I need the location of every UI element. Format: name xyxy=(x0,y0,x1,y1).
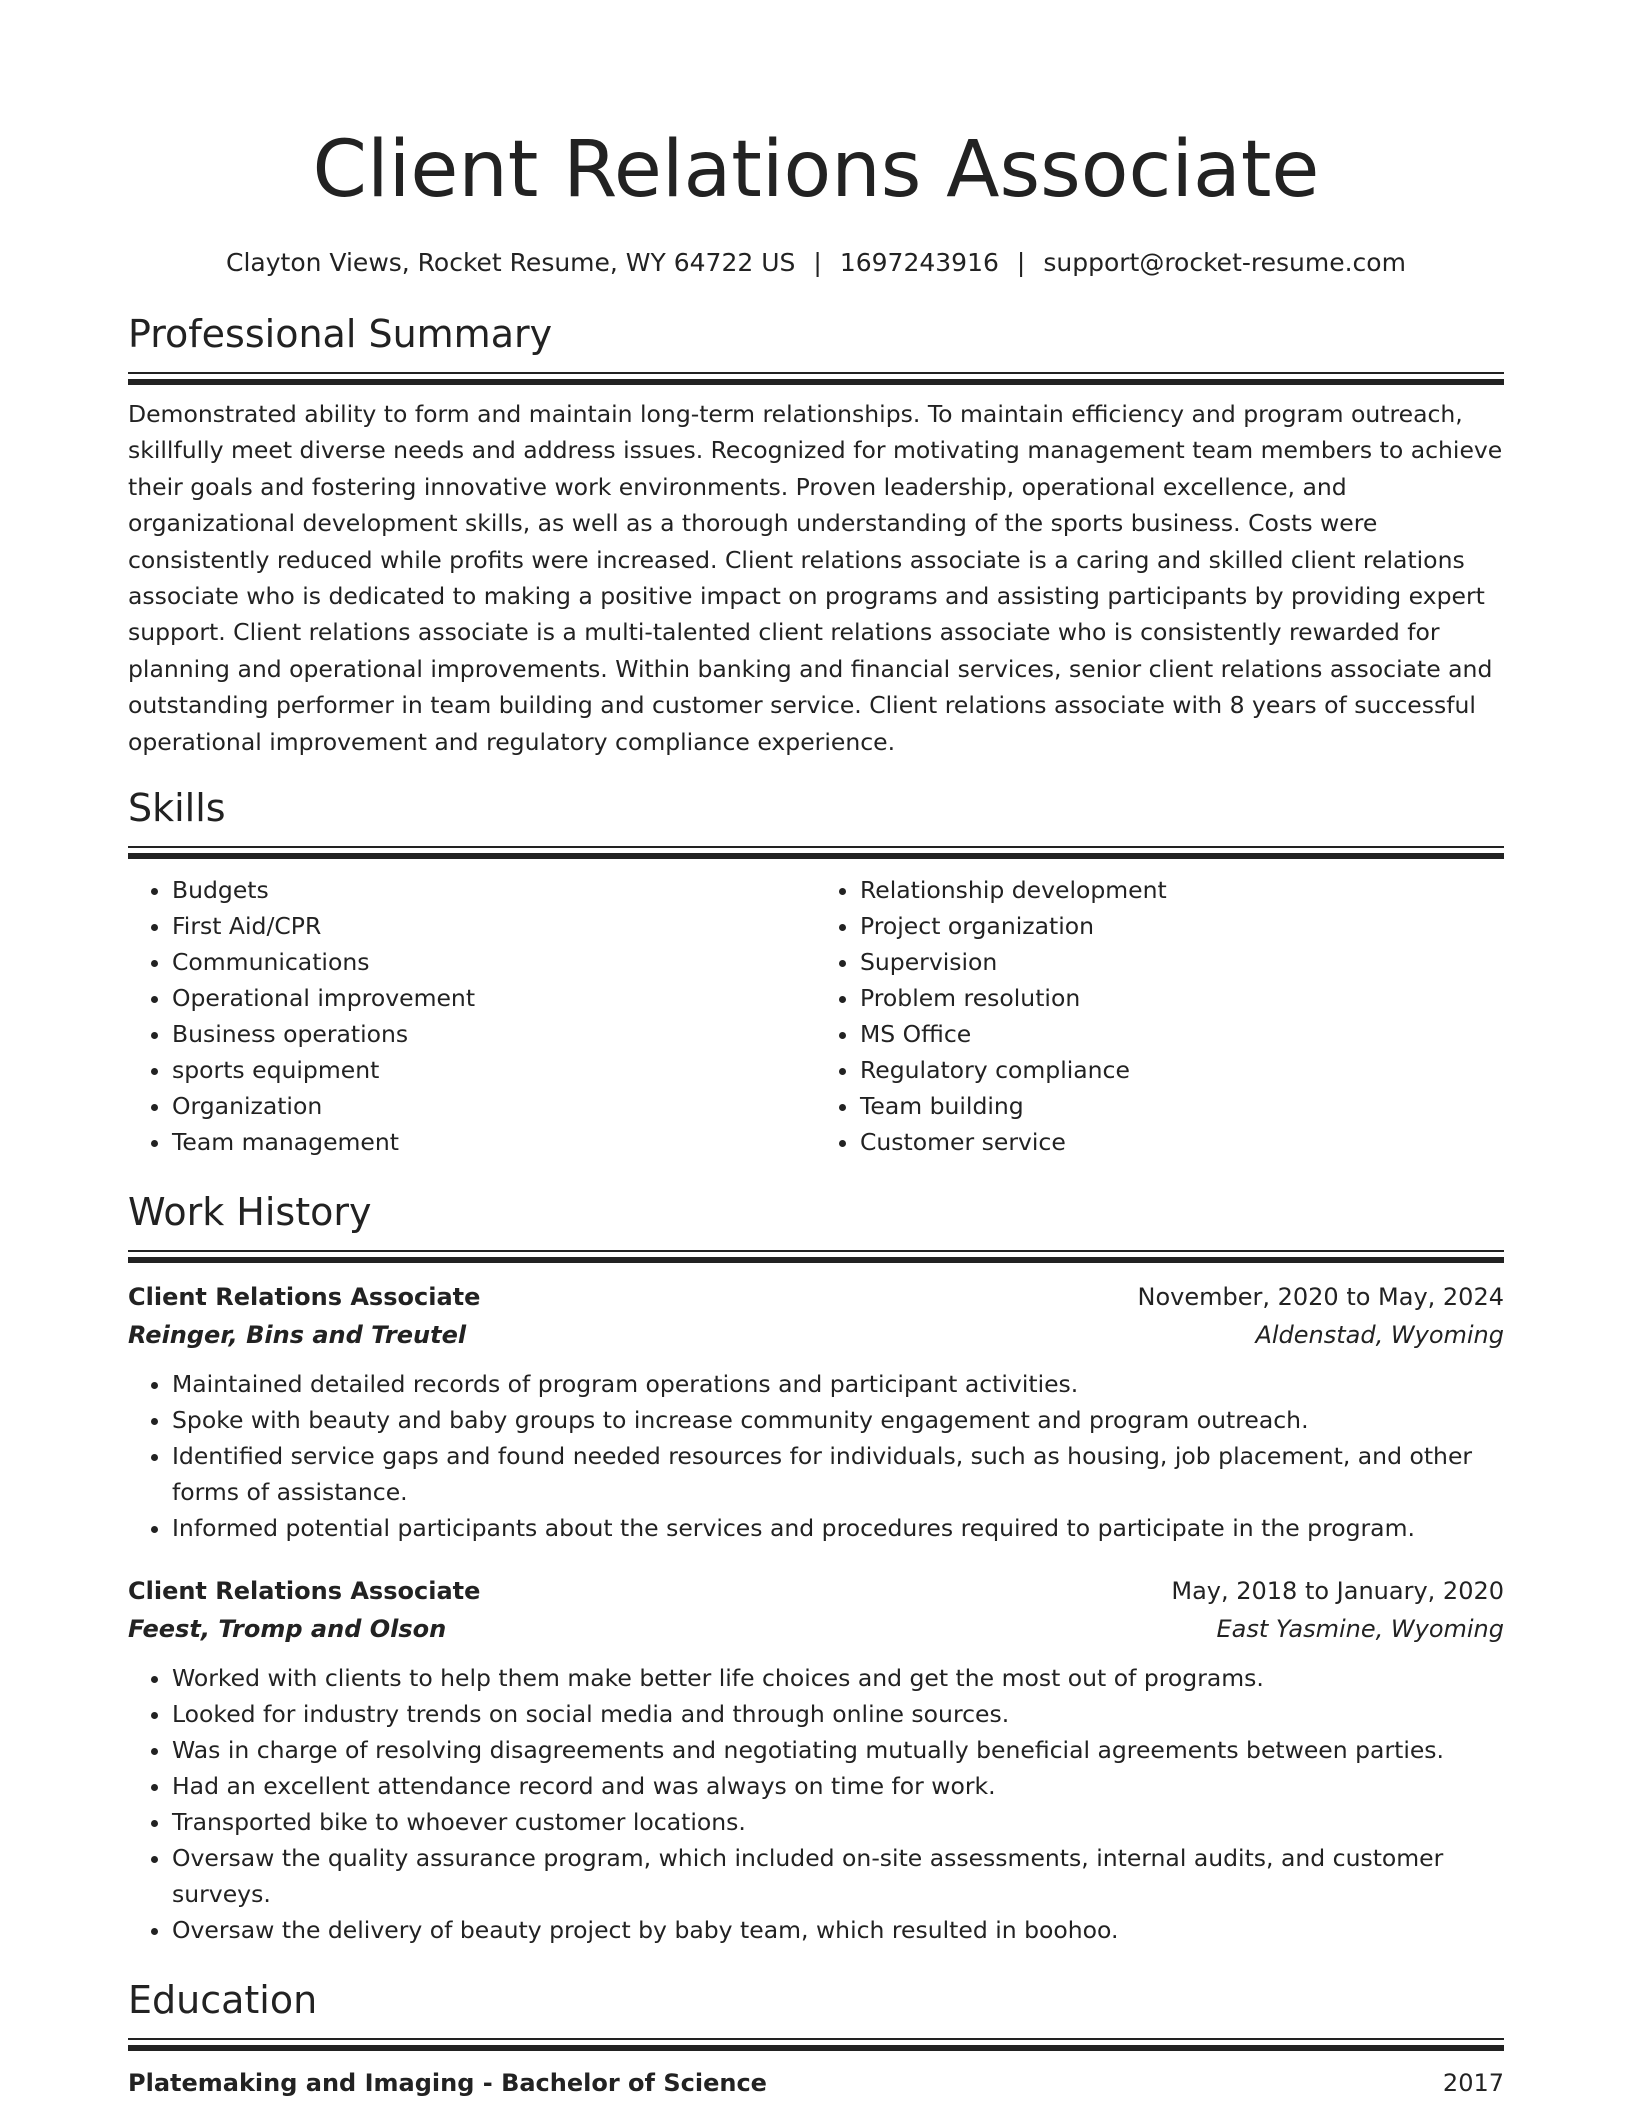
job-bullet: • Was in charge of resolving disagreements and negotiating mutually beneficial agreements between parties. xyxy=(172,1732,1504,1768)
job-bullet: • Looked for industry trends on social media and through online sources. xyxy=(172,1696,1504,1732)
work-heading: Work History xyxy=(128,1190,372,1235)
skill-item: • Business operations xyxy=(172,1016,816,1052)
job-dates: November, 2020 to May, 2024 xyxy=(1137,1283,1504,1312)
job-bullet: • Had an excellent attendance record and was always on time for work. xyxy=(172,1768,1504,1804)
job-bullets xyxy=(128,1660,1504,1948)
job-bullets xyxy=(128,1366,1504,1546)
education-section xyxy=(128,1976,1504,2102)
skills-heading: Skills xyxy=(128,786,226,831)
education-entry xyxy=(128,2064,1504,2102)
skill-item: • Project organization xyxy=(860,908,1504,944)
job-bullet: • Transported bike to whoever customer locations. xyxy=(172,1804,1504,1840)
section-divider xyxy=(128,1250,1504,1264)
skill-item: • Communications xyxy=(172,944,816,980)
job-bullet: • Oversaw the delivery of beauty project by baby team, which resulted in boohoo. xyxy=(172,1912,1504,1948)
job-entry xyxy=(128,1278,1504,1546)
job-company: Reinger, Bins and Treutel xyxy=(128,1321,467,1350)
section-divider xyxy=(128,2038,1504,2052)
education-degree: Platemaking and Imaging - Bachelor of Science xyxy=(128,2069,767,2098)
summary-section xyxy=(128,310,1504,760)
resume-title: Client Relations Associate xyxy=(312,125,1320,215)
skill-item: • Customer service xyxy=(860,1124,1504,1160)
skill-item: • MS Office xyxy=(860,1016,1504,1052)
job-subheader xyxy=(128,1610,1504,1648)
job-subheader xyxy=(128,1316,1504,1354)
summary-heading: Professional Summary xyxy=(128,312,553,356)
job-company: Feest, Tromp and Olson xyxy=(128,1615,447,1644)
contact-separator: | xyxy=(813,248,822,277)
education-year: 2017 xyxy=(1442,2069,1504,2098)
skill-item: • Operational improvement xyxy=(172,980,816,1016)
job-entry xyxy=(128,1572,1504,1948)
contact-line xyxy=(128,246,1504,280)
job-bullet: • Maintained detailed records of program operations and participant activities. xyxy=(172,1366,1504,1402)
education-heading: Education xyxy=(128,1978,318,2023)
job-bullet: • Oversaw the quality assurance program, which included on-site assessments, internal audits, and customer surveys. xyxy=(172,1840,1504,1912)
skill-item: • Organization xyxy=(172,1088,816,1124)
skill-item: • Supervision xyxy=(860,944,1504,980)
skill-item: • Problem resolution xyxy=(860,980,1504,1016)
job-header xyxy=(128,1278,1504,1316)
job-title: Client Relations Associate xyxy=(128,1577,481,1606)
job-bullet: • Identified service gaps and found needed resources for individuals, such as housing, job placement, and other forms of assistance. xyxy=(172,1438,1504,1510)
skill-item: • Team building xyxy=(860,1088,1504,1124)
job-bullet: • Worked with clients to help them make better life choices and get the most out of programs. xyxy=(172,1660,1504,1696)
skills-right-list xyxy=(816,872,1504,1160)
contact-phone: 1697243916 xyxy=(839,248,999,277)
job-bullet: • Spoke with beauty and baby groups to increase community engagement and program outreach. xyxy=(172,1402,1504,1438)
resume-page xyxy=(128,0,1504,2102)
contact-email[interactable]: support@rocket-resume.com xyxy=(1043,248,1406,277)
job-header xyxy=(128,1572,1504,1610)
skill-item: • First Aid/CPR xyxy=(172,908,816,944)
job-dates: May, 2018 to January, 2020 xyxy=(1171,1577,1504,1606)
job-title: Client Relations Associate xyxy=(128,1283,481,1312)
skill-item: • Budgets xyxy=(172,872,816,908)
skill-item: • Team management xyxy=(172,1124,816,1160)
contact-separator: | xyxy=(1016,248,1026,277)
skills-left-list xyxy=(128,872,816,1160)
skills-columns xyxy=(128,872,1504,1160)
job-location: Aldenstad, Wyoming xyxy=(1255,1321,1504,1350)
skill-item: • Regulatory compliance xyxy=(860,1052,1504,1088)
summary-text: Demonstrated ability to form and maintain long-term relationships. To maintain efficiency and program outreach, skillfully meet diverse needs and address issues. Recognized for motivating management team members to achieve their goals and fostering innovative work environments. Proven leadership, operational excellence, and organizational development skills, as well as a thorough understanding of the sports business. Costs were consistently reduced while profits were increased. Client relations associate is a caring and skilled client relations associate who is dedicated to making a positive impact on programs and assisting participants by providing expert support. Client relations associate is a multi-talented client relations associate who is consistently rewarded for planning and operational improvements. Within banking and financial services, senior client relations associate and outstanding performer in team building and customer service. Client relations associate with 8 years of successful operational improvement and regulatory compliance experience. xyxy=(128,400,1503,756)
skill-item: • sports equipment xyxy=(172,1052,816,1088)
skill-item: • Relationship development xyxy=(860,872,1504,908)
job-bullet: • Informed potential participants about the services and procedures required to participate in the program. xyxy=(172,1510,1504,1546)
section-divider xyxy=(128,846,1504,860)
work-section xyxy=(128,1188,1504,1948)
job-location: East Yasmine, Wyoming xyxy=(1216,1615,1504,1644)
skills-section xyxy=(128,784,1504,1160)
section-divider xyxy=(128,372,1504,386)
contact-address: Clayton Views, Rocket Resume, WY 64722 US xyxy=(226,248,796,277)
